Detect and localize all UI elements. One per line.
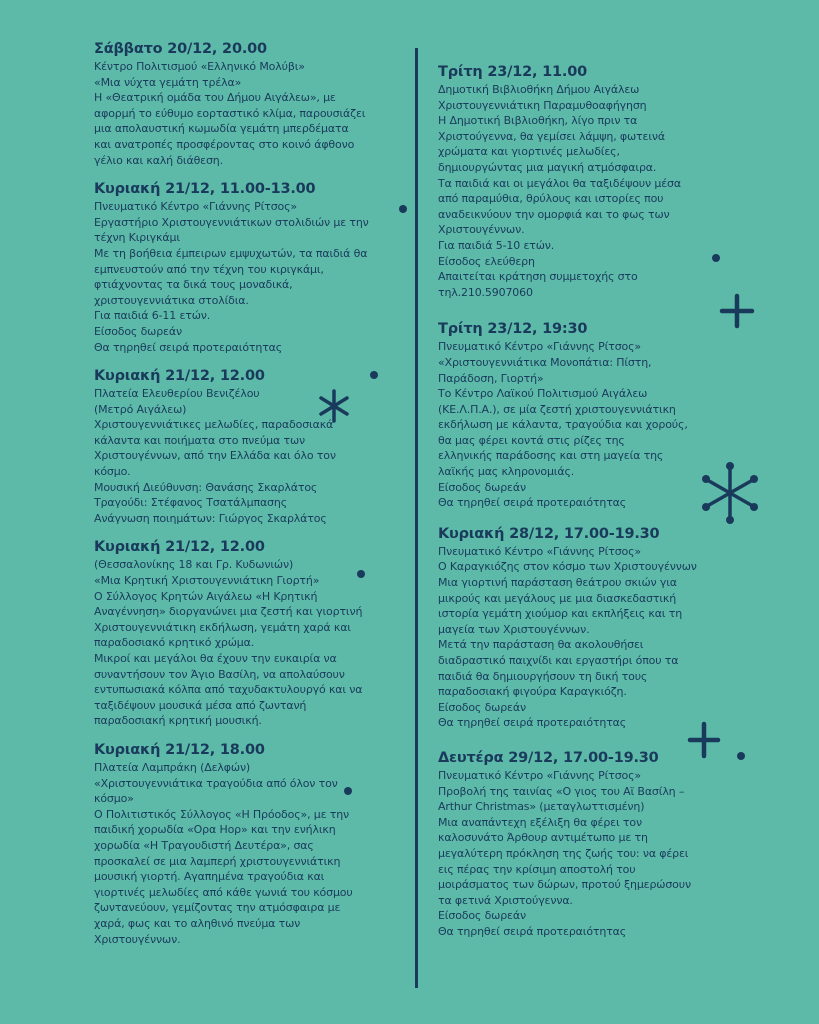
event-detail-line: τηλ.210.5907060: [438, 285, 533, 299]
decor-dot: [712, 254, 720, 262]
event-detail-line: Η Δημοτική Βιβλιοθήκη, λίγο πριν τα: [438, 114, 638, 128]
event-detail-line: τέχνη Κιριγκάμι: [94, 231, 180, 245]
event-detail-line: χορωδία «Η Τραγουδιστή Δευτέρα», σας: [94, 838, 314, 852]
event-detail-line: καλοσυνάτο Άρθουρ αντιμέτωπο με τη: [438, 831, 648, 845]
event-block: [438, 63, 738, 300]
event-title: Κυριακή 21/12, 11.00-13.00: [94, 181, 316, 198]
event-detail-line: Μια γιορτινή παράσταση θεάτρου σκιών για: [438, 576, 677, 590]
event-detail-line: Μια αναπάντεχη εξέλιξη θα φέρει τον: [438, 815, 642, 829]
event-detail-line: Πνευματικό Κέντρο «Γιάννης Ρίτσος»: [94, 200, 297, 214]
event-detail-line: ιστορία γεμάτη χιούμορ και εκπλήξεις και τη: [438, 607, 683, 621]
event-detail-line: Πνευματικό Κέντρο «Γιάννης Ρίτσος»: [438, 544, 641, 558]
plus-star-icon: [718, 292, 756, 330]
event-detail-line: Ο Σύλλογος Κρητών Αιγάλεω «Η Κρητική: [94, 589, 318, 603]
event-details: [94, 199, 394, 355]
event-detail-line: Θα τηρηθεί σειρά προτεραιότητας: [94, 340, 283, 354]
event-block: [438, 749, 738, 940]
event-detail-line: χρώματα και γιορτινές μελωδίες,: [438, 145, 620, 159]
event-detail-line: μεγαλύτερη πρόκληση της ζωής του: να φέρει: [438, 846, 689, 860]
event-detail-line: κόσμο»: [94, 792, 134, 806]
event-detail-line: παραδοσιακή κρητική μουσική.: [94, 714, 262, 728]
event-detail-line: Παράδοση, Γιορτή»: [438, 371, 544, 385]
event-detail-line: μαγεία των Χριστουγέννων.: [438, 622, 590, 636]
event-detail-line: Είσοδος δωρεάν: [438, 909, 526, 923]
event-title: Τρίτη 23/12, 11.00: [438, 64, 588, 80]
event-detail-line: χριστουγεννιάτικα στολίδια.: [94, 293, 249, 307]
event-detail-line: Μετά την παράσταση θα ακολουθήσει: [438, 638, 644, 652]
event-detail-line: «Χριστουγεννιάτικα τραγούδια από όλον τον: [94, 776, 338, 790]
event-detail-line: εις πέρας την κρίσιμη αποστολή του: [438, 862, 636, 876]
decor-dot: [737, 752, 745, 760]
event-detail-line: ζωντανεύουν, γεμίζοντας την ατμόσφαιρα με: [94, 901, 341, 915]
event-detail-line: ελληνικής παράδοσης και στη μαγεία της: [438, 449, 664, 463]
decor-dot: [370, 371, 378, 379]
event-detail-line: «Μια νύχτα γεμάτη τρέλα»: [94, 75, 242, 89]
event-detail-line: Αναγέννηση» διοργανώνει μια ζεστή και γιορτινή: [94, 605, 363, 619]
event-detail-line: θα μας φέρει κοντά στις ρίζες της: [438, 433, 625, 447]
event-details: [438, 82, 738, 300]
event-detail-line: Πνευματικό Κέντρο «Γιάννης Ρίτσος»: [438, 340, 641, 354]
event-detail-line: Με τη βοήθεια έμπειρων εμψυχωτών, τα παιδιά θα: [94, 246, 368, 260]
event-detail-line: χαρά, φως και το αληθινό πνεύμα των: [94, 916, 301, 930]
event-detail-line: κόσμο.: [94, 465, 131, 479]
event-title: Δευτέρα 29/12, 17.00-19.30: [438, 749, 659, 766]
event-detail-line: Τραγούδι: Στέφανος Τσατάλμπασης: [94, 496, 288, 510]
event-detail-line: Μικροί και μεγάλοι θα έχουν την ευκαιρία να: [94, 652, 337, 665]
event-block: [94, 741, 394, 947]
event-details: [438, 544, 738, 731]
event-detail-line: τα φετινά Χριστούγεννα.: [438, 893, 573, 907]
event-detail-line: μια απολαυστική κωμωδία γεμάτη μπερδέματα: [94, 122, 349, 136]
event-detail-line: Είσοδος ελεύθερη: [438, 254, 535, 268]
event-detail-line: διαδραστικό παιχνίδι και εργαστήρι όπου τα: [438, 654, 679, 667]
event-detail-line: εκδήλωση με κάλαντα, τραγούδια και χορούς,: [438, 418, 688, 432]
event-detail-line: Arthur Christmas» (μεταγλωττισμένη): [438, 800, 645, 814]
event-detail-line: Η «Θεατρική ομάδα του Δήμου Αιγάλεω», με: [94, 91, 336, 105]
event-detail-line: Ο Καραγκιόζης στον κόσμο των Χριστουγέννων: [438, 560, 697, 574]
event-detail-line: Πλατεία Λαμπράκη (Δελφών): [94, 760, 251, 774]
event-detail-line: συναντήσουν τον Άγιο Βασίλη, να απολαύσουν: [94, 667, 345, 681]
event-block: [438, 320, 738, 511]
event-block: [94, 180, 394, 355]
event-detail-line: παραδοσιακό κρητικό χρώμα.: [94, 636, 255, 650]
event-detail-line: Μουσική Διεύθυνση: Θανάσης Σκαρλάτος: [94, 480, 318, 494]
event-block: [94, 538, 394, 729]
event-details: [438, 339, 738, 511]
event-detail-line: (Θεσσαλονίκης 18 και Γρ. Κυδωνιών): [94, 558, 294, 572]
event-detail-line: δημιουργώντας μια μαγική ατμόσφαιρα.: [438, 160, 657, 174]
event-detail-line: Θα τηρηθεί σειρά προτεραιότητας: [438, 496, 627, 510]
event-block: [438, 525, 738, 731]
event-detail-line: Ο Πολιτιστικός Σύλλογος «Η Πρόοδος», με την: [94, 807, 350, 821]
event-detail-line: Απαιτείται κράτηση συμμετοχής στο: [438, 270, 638, 284]
plus-star-icon: [686, 720, 722, 760]
event-detail-line: Για παιδιά 6-11 ετών.: [94, 309, 211, 323]
event-detail-line: Χριστουγεννιάτικες μελωδίες, παραδοσιακά: [94, 418, 334, 432]
event-details: [438, 768, 738, 940]
event-detail-line: Χριστουγεννιάτικη Παραμυθοαφήγηση: [438, 98, 647, 112]
event-detail-line: Ανάγνωση ποιημάτων: Γιώργος Σκαρλάτος: [94, 511, 327, 525]
event-detail-line: (ΚΕ.Λ.Π.Α.), σε μία ζεστή χριστουγεννιάτικη: [438, 402, 676, 416]
event-detail-line: αναδεικνύουν την ομορφιά και το φως των: [438, 207, 670, 221]
event-detail-line: «Μια Κρητική Χριστουγεννιάτικη Γιορτή»: [94, 574, 320, 588]
event-detail-line: (Μετρό Αιγάλεω): [94, 402, 187, 416]
event-detail-line: Χριστουγέννων, από την Ελλάδα και όλο τον: [94, 449, 336, 463]
left-column: [94, 40, 394, 947]
event-title: Κυριακή 21/12, 18.00: [94, 741, 265, 758]
event-detail-line: Πλατεία Ελευθερίου Βενιζέλου: [94, 387, 260, 401]
snowflake-icon: [700, 461, 760, 525]
event-details: [94, 557, 394, 729]
event-detail-line: παραδοσιακή φιγούρα Καραγκιόζη.: [438, 685, 627, 699]
event-detail-line: Προβολή της ταινίας «Ο γιος του Αϊ Βασίλη –: [438, 784, 685, 798]
event-detail-line: εντυπωσιακά κόλπα από ταχυδακτυλουργό και να: [94, 683, 363, 697]
event-title: Κυριακή 28/12, 17.00-19.30: [438, 525, 660, 542]
event-detail-line: Το Κέντρο Λαϊκού Πολιτισμού Αιγάλεω: [438, 387, 648, 401]
event-detail-line: μικρούς και μεγάλους με μια διασκεδαστική: [438, 591, 677, 605]
event-detail-line: αφορμή το εύθυμο εορταστικό κλίμα, παρουσιάζει: [94, 106, 366, 120]
event-detail-line: εμπνευστούν από την τέχνη του κιριγκάμι,: [94, 262, 324, 276]
event-detail-line: Τα παιδιά και οι μεγάλοι θα ταξιδέψουν μέσα: [438, 176, 681, 190]
event-detail-line: Χριστουγεννιάτικη εκδήλωση, γεμάτη χαρά και: [94, 620, 351, 634]
column-divider: [415, 48, 418, 988]
decor-dot: [399, 205, 407, 213]
event-detail-line: «Χριστουγεννιάτικα Μονοπάτια: Πίστη,: [438, 355, 652, 369]
event-detail-line: παιδιά θα δημιουργήσουν τη δική τους: [438, 669, 648, 683]
event-detail-line: Είσοδος δωρεάν: [438, 480, 526, 494]
event-detail-line: Για παιδιά 5-10 ετών.: [438, 238, 555, 252]
event-title: Κυριακή 21/12, 12.00: [94, 368, 265, 385]
event-detail-line: μουσική γιορτή. Αγαπημένα τραγούδια και: [94, 870, 325, 884]
event-title: Τρίτη 23/12, 19:30: [438, 321, 588, 338]
event-detail-line: φτιάχνοντας τα δικά τους μοναδικά,: [94, 278, 293, 292]
event-detail-line: προσκαλεί σε μια λαμπερή χριστουγεννιάτικη: [94, 854, 341, 868]
event-detail-line: κάλαντα και ποιήματα στο πνεύμα των: [94, 433, 306, 447]
event-detail-line: Θα τηρηθεί σειρά προτεραιότητας: [438, 924, 627, 938]
event-detail-line: Είσοδος δωρεάν: [94, 324, 182, 338]
event-detail-line: Κέντρο Πολιτισμού «Ελληνικό Μολύβι»: [94, 60, 305, 73]
event-detail-line: και ανατροπές προσφέροντας στο κοινό άφθονο: [94, 137, 355, 151]
event-detail-line: Πνευματικό Κέντρο «Γιάννης Ρίτσος»: [438, 768, 641, 782]
event-detail-line: παιδική χορωδία «Ορα Ηορ» και την ενήλικη: [94, 823, 336, 837]
event-detail-line: μοιράσματος των δώρων, προτού ξημερώσουν: [438, 878, 691, 892]
event-detail-line: ταξιδέψουν μουσικά μέσα από ζωντανή: [94, 698, 307, 712]
event-detail-line: Χριστουγέννων.: [94, 932, 181, 946]
event-detail-line: λαϊκής μας κληρονομιάς.: [438, 465, 575, 479]
right-column: [438, 63, 738, 940]
event-block: [94, 40, 394, 168]
event-title: Κυριακή 21/12, 12.00: [94, 539, 265, 556]
event-detail-line: γιορτινές μελωδίες από κάθε γωνιά του κόσμου: [94, 885, 353, 899]
event-detail-line: Είσοδος δωρεάν: [438, 700, 526, 714]
event-detail-line: Εργαστήριο Χριστουγεννιάτικων στολιδιών με την: [94, 215, 369, 229]
event-detail-line: γέλιο και καλή διάθεση.: [94, 153, 223, 167]
event-detail-line: Θα τηρηθεί σειρά προτεραιότητας: [438, 716, 627, 730]
event-title: Σάββατο 20/12, 20.00: [94, 41, 267, 57]
event-detail-line: Χριστουγέννων.: [438, 223, 525, 237]
asterisk-star-icon: [316, 388, 352, 424]
event-detail-line: από παραμύθια, θρύλους και ιστορίες που: [438, 192, 664, 206]
event-detail-line: Χριστούγεννα, θα γεμίσει λάμψη, φωτεινά: [438, 129, 665, 143]
decor-dot: [357, 570, 365, 578]
event-details: [94, 59, 394, 168]
decor-dot: [344, 787, 352, 795]
event-detail-line: Δημοτική Βιβλιοθήκη Δήμου Αιγάλεω: [438, 83, 640, 96]
